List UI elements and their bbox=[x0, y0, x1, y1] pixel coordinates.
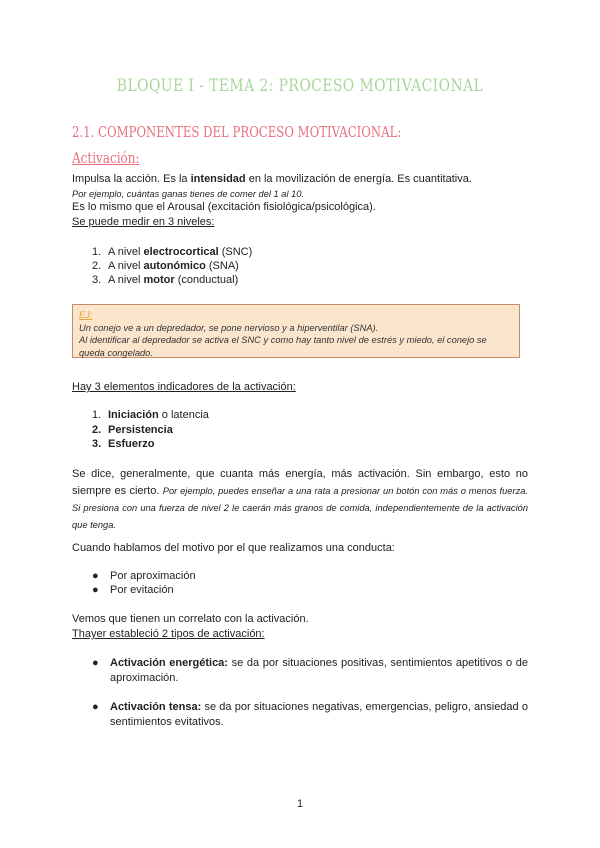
list-item: 2. A nivel autonómico (SNA) bbox=[92, 260, 239, 272]
bullet-icon: ● bbox=[92, 657, 99, 669]
example-line-2: Al identificar al depredador se activa el SNC y como hay tanto nivel de estrés y miedo, el conejo se queda congelado. bbox=[79, 335, 487, 358]
example-box bbox=[72, 304, 520, 358]
list-item: 1. A nivel electrocortical (SNC) bbox=[92, 246, 253, 258]
list-item: 3. A nivel motor (conductual) bbox=[92, 274, 239, 286]
bullet-icon: ● bbox=[92, 570, 99, 582]
paragraph-correlate: Vemos que tienen un correlato con la activación. bbox=[72, 613, 309, 625]
paragraph-energy: Se dice, generalmente, que cuanta más energía, más activación. Sin embargo, esto no siempre es cierto. Por ejemplo, puedes enseñar a una rata a presionar un botón con más o menos fuerza. Si presiona con una fuerza de nivel 2 le caerán más granos de comida, independientemente de la activación que tenga. bbox=[72, 468, 528, 530]
example-text: Por ejemplo, cuántas ganas tienes de comer del 1 al 10. bbox=[72, 189, 305, 199]
paragraph-levels-intro: Se puede medir en 3 niveles: bbox=[72, 216, 215, 228]
subsection-heading: Activación: bbox=[72, 149, 140, 167]
bullet-icon: ● bbox=[92, 584, 99, 596]
paragraph-indicators-intro: Hay 3 elementos indicadores de la activación: bbox=[72, 381, 296, 393]
list-item: ● Por evitación bbox=[92, 584, 174, 596]
example-line-1: Un conejo ve a un depredador, se pone nervioso y a hiperventilar (SNA). bbox=[79, 322, 379, 333]
list-item: ● Activación energética: se da por situaciones positivas, sentimientos apetitivos o de aproximación. bbox=[92, 657, 529, 684]
page-number: 1 bbox=[296, 798, 304, 810]
paragraph-arousal: Es lo mismo que el Arousal (excitación fisiológica/psicológica). bbox=[72, 201, 376, 213]
list-item: ● Activación tensa: se da por situaciones negativas, emergencias, peligro, ansiedad o sentimientos evitativos. bbox=[92, 701, 528, 728]
list-item: 3. Esfuerzo bbox=[92, 438, 155, 450]
list-item: ● Por aproximación bbox=[92, 570, 196, 582]
bullet-icon: ● bbox=[92, 701, 99, 713]
paragraph-thayer: Thayer estableció 2 tipos de activación: bbox=[72, 628, 265, 640]
paragraph-impulse: Impulsa la acción. Es la intensidad en la movilización de energía. Es cuantitativa. bbox=[72, 173, 472, 185]
paragraph-motive: Cuando hablamos del motivo por el que realizamos una conducta: bbox=[72, 542, 395, 554]
section-heading: 2.1. COMPONENTES DEL PROCESO MOTIVACIONAL: bbox=[72, 123, 402, 141]
page-title: BLOQUE I - TEMA 2: PROCESO MOTIVACIONAL bbox=[116, 76, 484, 96]
list-item: 1. Iniciación o latencia bbox=[92, 409, 209, 421]
example-label: EJ: bbox=[79, 310, 93, 320]
list-item: 2. Persistencia bbox=[92, 424, 173, 436]
